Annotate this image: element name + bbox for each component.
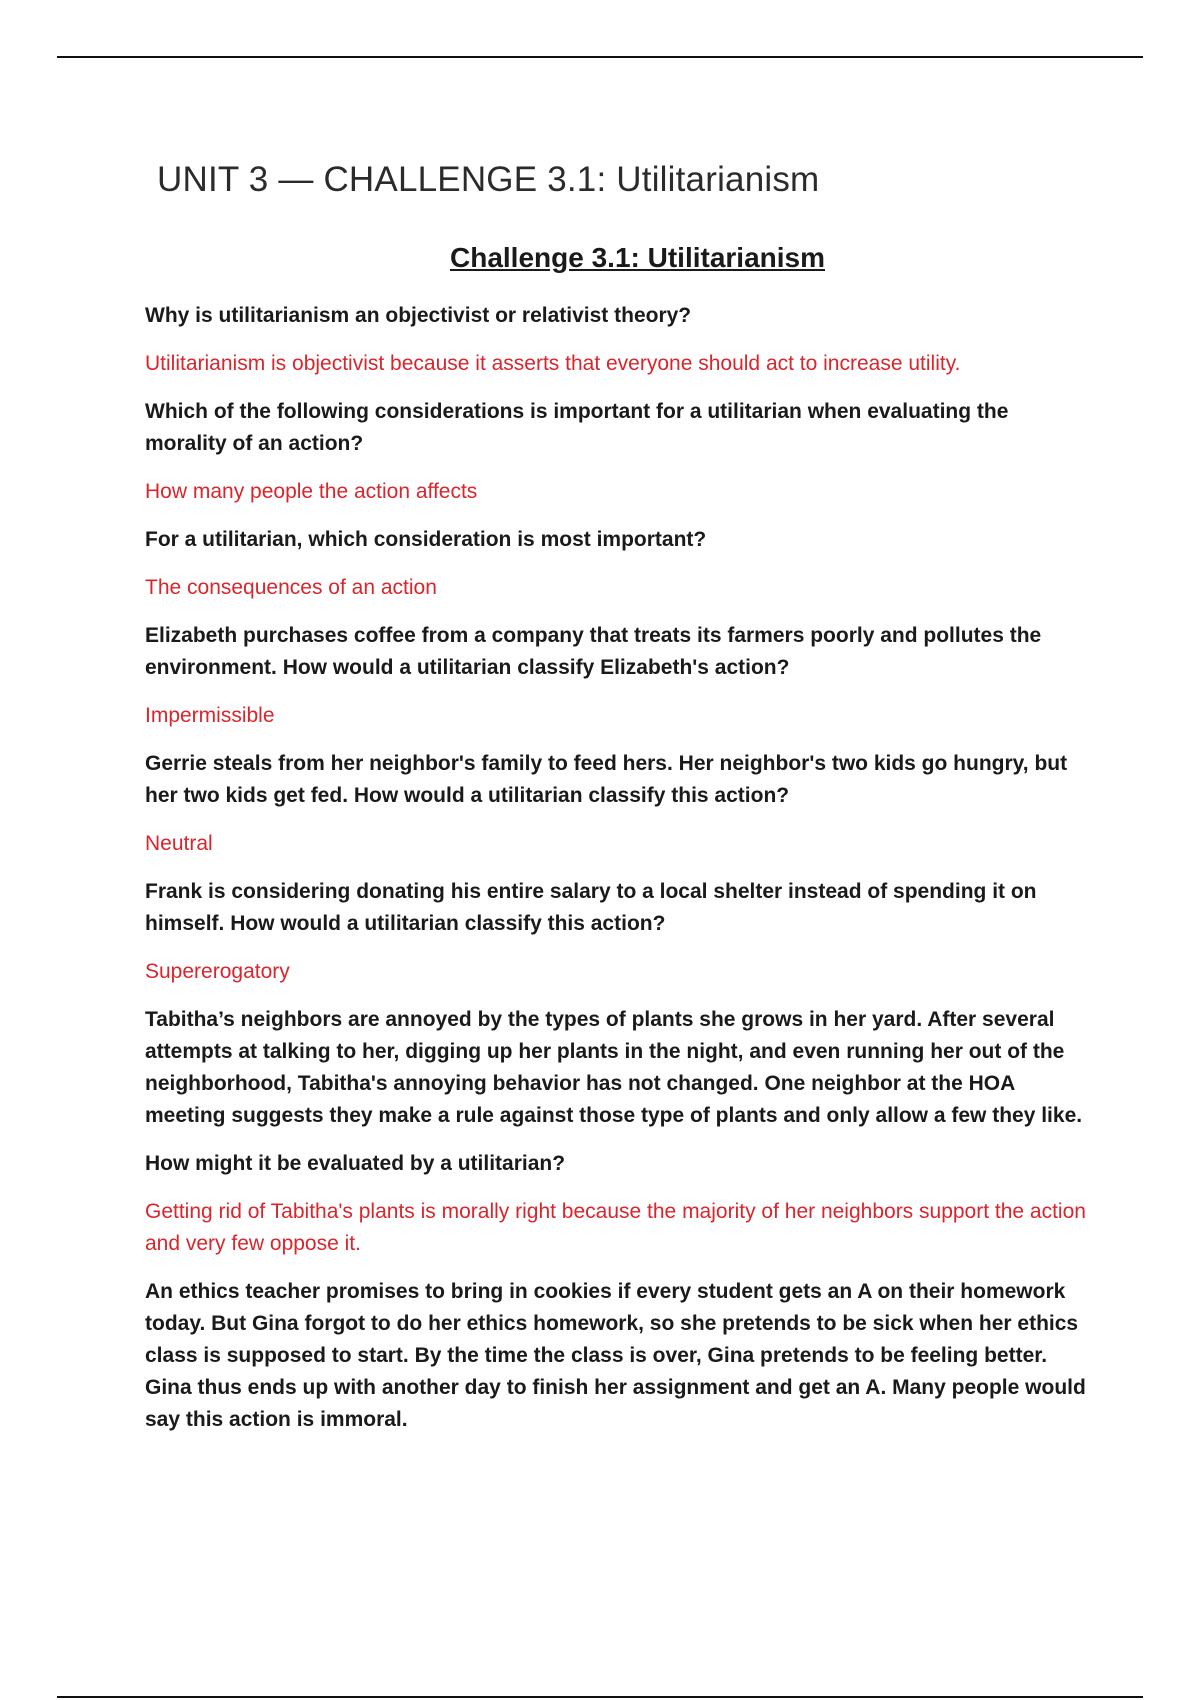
answer-7: Getting rid of Tabitha's plants is morally right because the majority of her neighbors support the action and very few oppose it. [145, 1200, 1086, 1255]
question-7: How might it be evaluated by a utilitarian? [145, 1152, 566, 1175]
answer-4: Impermissible [145, 704, 275, 727]
unit-header: UNIT 3 — CHALLENGE 3.1: Utilitarianism [157, 160, 820, 199]
answer-3: The consequences of an action [145, 576, 437, 599]
question-6: Frank is considering donating his entire salary to a local shelter instead of spending it on himself. How would a utilitarian classify this action? [145, 880, 1037, 935]
answer-5: Neutral [145, 832, 213, 855]
scenario-gina: An ethics teacher promises to bring in cookies if every student gets an A on their homework today. But Gina forgot to do her ethics homework, so she pretends to be sick when her ethics class is supposed to start. By the time the class is over, Gina pretends to be feeling better. Gina thus ends up with another day to finish her assignment and get an A. Many people would say this action is immoral. [145, 1280, 1086, 1431]
document-body [145, 238, 1090, 1452]
question-4: Elizabeth purchases coffee from a company that treats its farmers poorly and pollutes the environment. How would a utilitarian classify Elizabeth's action? [145, 624, 1042, 679]
answer-2: How many people the action affects [145, 480, 478, 503]
document-title: Challenge 3.1: Utilitarianism [450, 242, 825, 273]
top-divider [57, 56, 1143, 58]
answer-1: Utilitarianism is objectivist because it asserts that everyone should act to increase utility. [145, 352, 961, 375]
question-1: Why is utilitarianism an objectivist or relativist theory? [145, 304, 692, 327]
answer-6: Supererogatory [145, 960, 290, 983]
question-5: Gerrie steals from her neighbor's family to feed hers. Her neighbor's two kids go hungry, but her two kids get fed. How would a utilitarian classify this action? [145, 752, 1068, 807]
qa-list [145, 300, 1090, 1436]
question-2: Which of the following considerations is important for a utilitarian when evaluating the morality of an action? [145, 400, 1009, 455]
question-3: For a utilitarian, which consideration is most important? [145, 528, 707, 551]
bottom-divider [57, 1696, 1143, 1698]
scenario-tabitha: Tabitha’s neighbors are annoyed by the types of plants she grows in her yard. After several attempts at talking to her, digging up her plants in the night, and even running her out of the neighborhood, Tabitha's annoying behavior has not changed. One neighbor at the HOA meeting suggests they make a rule against those type of plants and only allow a few they like. [145, 1008, 1083, 1127]
